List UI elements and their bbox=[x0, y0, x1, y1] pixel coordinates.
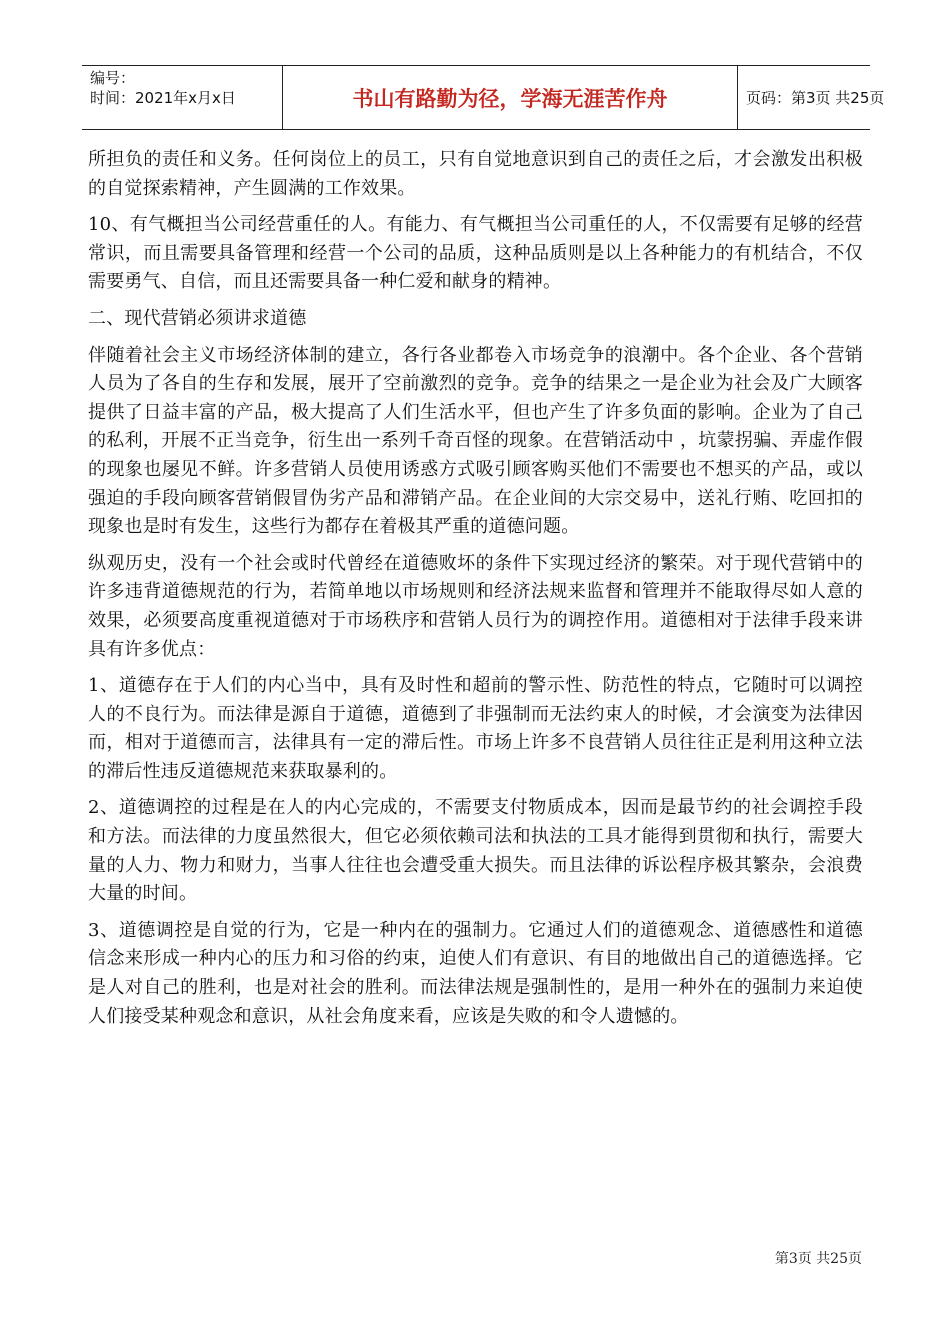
paragraph-history: 纵观历史，没有一个社会或时代曾经在道德败坏的条件下实现过经济的繁荣。对于现代营销中的许多违背道德规范的行为，若简单地以市场规则和经济法规来监督和管理并不能取得尽如人意的效果，必须要高度重视道德对于市场秩序和营销人员行为的调控作用。道德相对于法律手段来讲具有许多优点： bbox=[88, 552, 863, 660]
page-number-label: 页码：第3页 共25页 bbox=[746, 89, 885, 107]
paragraph-item-10: 10、有气概担当公司经营重任的人。有能力、有气概担当公司重任的人，不仅需要有足够的经营常识，而且需要具备管理和经营一个公司的品质，这种品质则是以上各种能力的有机结合，不仅需要勇气、自信，而且还需要具备一种仁爱和献身的精神。 bbox=[88, 214, 863, 293]
document-body bbox=[88, 146, 863, 1039]
section-heading: 二、现代营销必须讲求道德 bbox=[88, 307, 307, 329]
time-label: 时间：2021年x月x日 bbox=[90, 89, 236, 107]
paragraph-point-1: 1、道德存在于人们的内心当中，具有及时性和超前的警示性、防范性的特点，它随时可以调控人的不良行为。而法律是源自于道德，道德到了非强制而无法约束人的时候，才会演变为法律因而，相对于道德而言，法律具有一定的滞后性。市场上许多不良营销人员往往正是利用这种立法的滞后性违反道德规范来获取暴利的。 bbox=[88, 675, 863, 782]
page-footer: 第3页 共25页 bbox=[774, 1251, 862, 1267]
document-header bbox=[82, 65, 885, 130]
paragraph-point-3: 3、道德调控是自觉的行为，它是一种内在的强制力。它通过人们的道德观念、道德感性和道德信念来形成一种内心的压力和习俗的约束，迫使人们有意识、有目的地做出自己的道德选择。它是人对自己的胜利，也是对社会的胜利。而法律法规是强制性的，是用一种外在的强制力来迫使人们接受某种观念和意识，从社会角度来看，应该是失败的和令人遗憾的。 bbox=[88, 919, 863, 1027]
paragraph-responsibility: 所担负的责任和义务。任何岗位上的员工，只有自觉地意识到自己的责任之后，才会激发出积极的自觉探索精神，产生圆满的工作效果。 bbox=[88, 149, 863, 199]
paragraph-market-competition: 伴随着社会主义市场经济体制的建立，各行各业都卷入市场竞争的浪潮中。各个企业、各个营销人员为了各自的生存和发展，展开了空前激烈的竞争。竞争的结果之一是企业为社会及广大顾客提供了日益丰富的产品，极大提高了人们生活水平，但也产生了许多负面的影响。企业为了自己的私利，开展不正当竞争，衍生出一系列千奇百怪的现象。在营销活动中 ，坑蒙拐骗、弄虚作假的现象也屡见不鲜。许多营销人员使用诱惑方式吸引顾客购买他们不需要也不想买的产品，或以强迫的手段向顾客营销假冒伪劣产品和滞销产品。在企业间的大宗交易中，送礼行贿、吃回扣的现象也是时有发生，这些行为都存在着极其严重的道德问题。 bbox=[88, 344, 863, 538]
number-label: 编号： bbox=[90, 69, 136, 87]
paragraph-point-2: 2、道德调控的过程是在人的内心完成的，不需要支付物质成本，因而是最节约的社会调控手段和方法。而法律的力度虽然很大，但它必须依赖司法和执法的工具才能得到贯彻和执行，需要大量的人力、物力和财力，当事人往往也会遭受重大损失。而且法律的诉讼程序极其繁杂，会浪费大量的时间。 bbox=[88, 797, 863, 905]
header-left-cell bbox=[82, 66, 282, 129]
motto-title: 书山有路勤为径，学海无涯苦作舟 bbox=[282, 66, 738, 129]
